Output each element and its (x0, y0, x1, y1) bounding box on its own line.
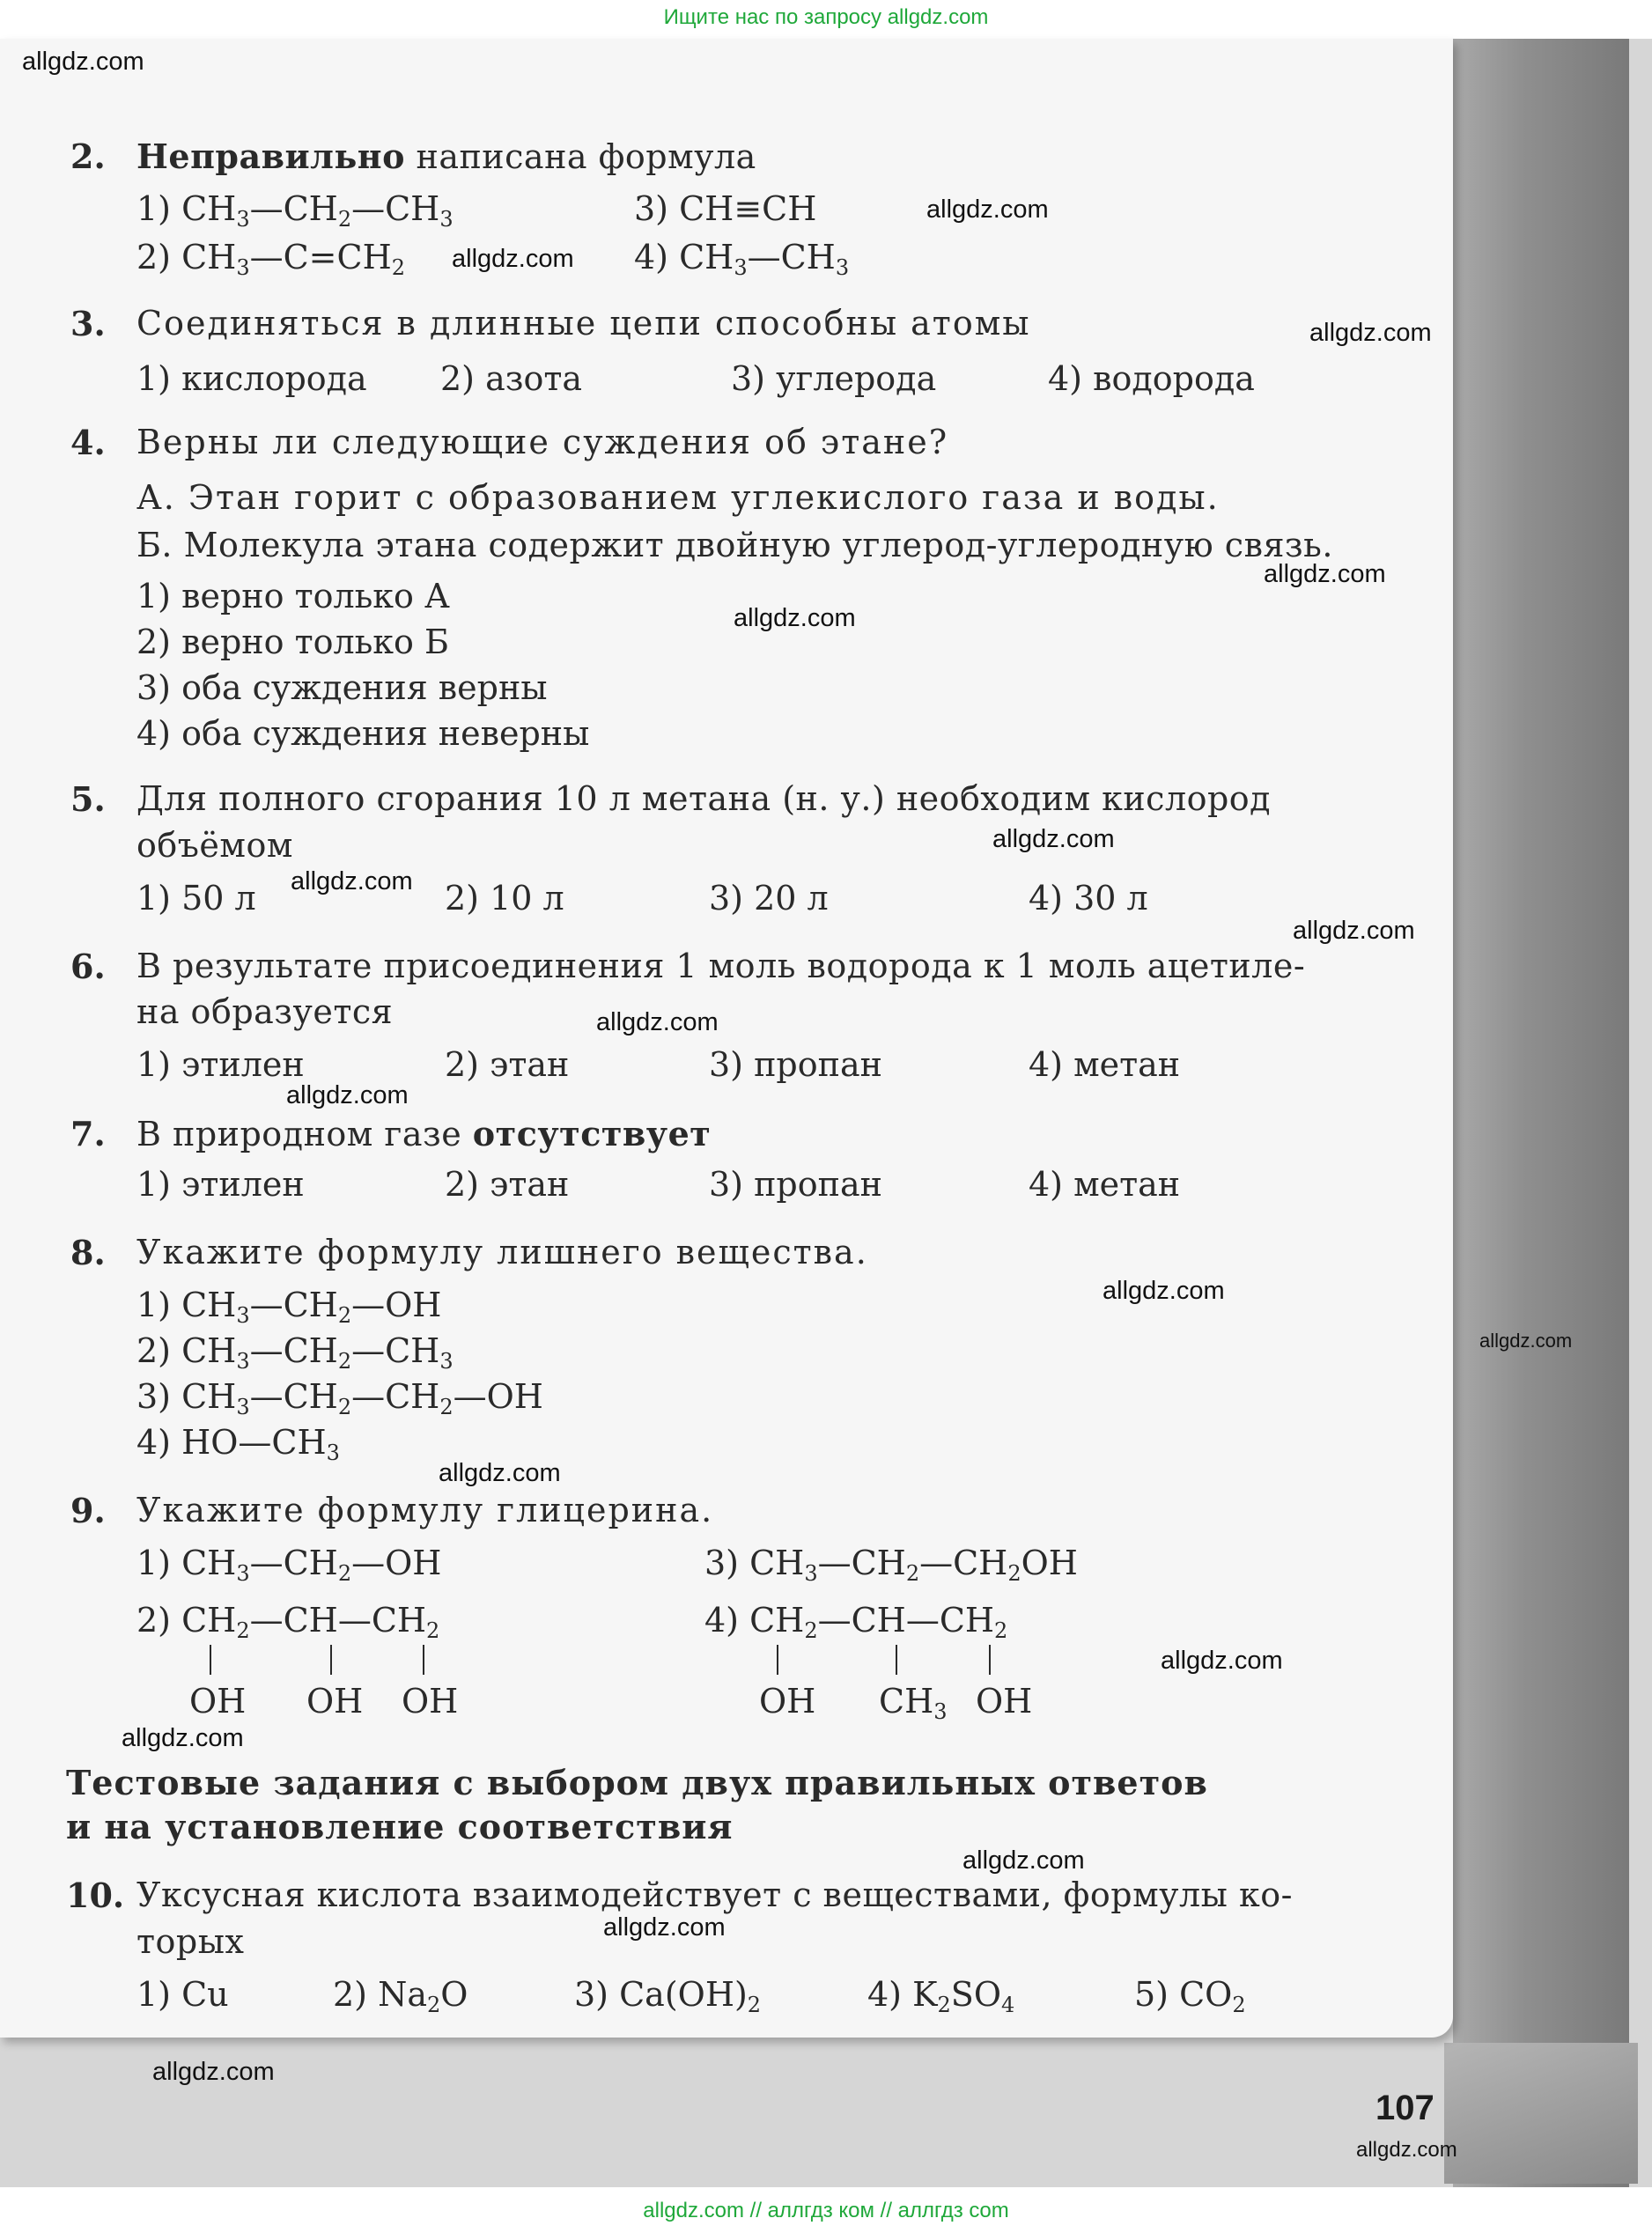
bond-line (777, 1645, 778, 1675)
q2-option-1: 1) $CH_3—CH_2—CH_3$ (136, 189, 454, 232)
top-banner[interactable]: Ищите нас по запросу allgdz.com (663, 5, 989, 29)
watermark: allgdz.com (1479, 1330, 1573, 1352)
q3-text: Соединяться в длинные цепи способны атомы (136, 304, 1031, 343)
q3-option-2: 2) азота (440, 359, 583, 398)
watermark: allgdz.com (1356, 2138, 1457, 2162)
watermark: allgdz.com (603, 1913, 726, 1942)
watermark: allgdz.com (926, 195, 1049, 224)
q3-number: 3. (70, 304, 106, 343)
q3-option-3: 3) углерода (731, 359, 937, 398)
q8-option-1: 1) $CH_3—CH_2—OH$ (136, 1286, 442, 1328)
q4-statement-a: А. Этан горит с образованием углекислого газа и воды. (136, 478, 1220, 517)
bond-line (423, 1645, 424, 1675)
q5-text-line1: Для полного сгорания 10 л метана (н. у.) необходим кислород (136, 779, 1272, 818)
q7-option-3: 3) пропан (709, 1165, 882, 1204)
watermark: allgdz.com (439, 1459, 561, 1487)
page-number: 107 (1375, 2089, 1434, 2127)
q10-number: 10. (66, 1876, 125, 1915)
q10-option-3: 3) $Ca(OH)_2$ (574, 1975, 762, 2017)
q4-option-4: 4) оба суждения неверны (136, 714, 590, 753)
bond-line (896, 1645, 897, 1675)
q4-option-1: 1) верно только А (136, 577, 450, 615)
q4-statement-b: Б. Молекула этана содержит двойную углерод-углеродную связь. (136, 526, 1333, 564)
q9-o2-group-3: OH (402, 1682, 459, 1721)
section-heading-line2: и на установление соответствия (66, 1807, 734, 1846)
watermark: allgdz.com (1264, 560, 1386, 588)
watermark: allgdz.com (1293, 917, 1415, 945)
q6-option-1: 1) этилен (136, 1045, 305, 1084)
q9-o2-group-1: OH (189, 1682, 247, 1721)
q7-option-1: 1) этилен (136, 1165, 305, 1204)
q8-number: 8. (70, 1233, 106, 1272)
bond-line (210, 1645, 211, 1675)
q4-option-3: 3) оба суждения верны (136, 668, 548, 707)
q9-option-3: 3) $CH_3—CH_2—CH_2OH$ (704, 1544, 1078, 1586)
q5-option-4: 4) 30 л (1029, 879, 1148, 918)
q10-option-1: 1) Cu (136, 1975, 229, 2014)
q9-option-1: 1) $CH_3—CH_2—OH$ (136, 1544, 442, 1586)
page-corner (1444, 2043, 1638, 2184)
q6-text-line2: на образуется (136, 992, 394, 1031)
watermark: allgdz.com (734, 604, 856, 632)
section-heading-line1: Тестовые задания с выбором двух правильных ответов (66, 1763, 1208, 1802)
q4-number: 4. (70, 423, 106, 462)
q10-text-line1: Уксусная кислота взаимодействует с веществами, формулы ко- (136, 1876, 1293, 1914)
q7-option-4: 4) метан (1029, 1165, 1181, 1204)
q5-text-line2: объёмом (136, 826, 293, 865)
q7-text: В природном газе отсутствует (136, 1114, 712, 1153)
q7-option-2: 2) этан (445, 1165, 570, 1204)
q3-option-4: 4) водорода (1048, 359, 1255, 398)
q7-number: 7. (70, 1114, 106, 1153)
watermark: allgdz.com (962, 1846, 1085, 1875)
watermark: allgdz.com (452, 245, 574, 273)
q4-option-2: 2) верно только Б (136, 623, 449, 661)
q8-option-2: 2) $CH_3—CH_2—CH_3$ (136, 1331, 454, 1374)
q2-number: 2. (70, 136, 106, 176)
watermark: allgdz.com (122, 1724, 244, 1752)
q8-option-4: 4) $HO—CH_3$ (136, 1423, 340, 1465)
q9-number: 9. (70, 1491, 106, 1530)
bond-line (989, 1645, 991, 1675)
q5-option-3: 3) 20 л (709, 879, 829, 918)
q6-number: 6. (70, 947, 106, 986)
watermark: allgdz.com (1161, 1647, 1283, 1675)
q2-option-2: 2) $CH_3—C=CH_2$ (136, 238, 406, 280)
q8-text: Укажите формулу лишнего вещества. (136, 1233, 868, 1271)
q2-text: Неправильно написана формула (136, 136, 756, 176)
q6-option-3: 3) пропан (709, 1045, 882, 1084)
q5-option-1: 1) 50 л (136, 879, 256, 918)
q6-option-2: 2) этан (445, 1045, 570, 1084)
q9-option-4: 4) $CH_2—CH—CH_2$ (704, 1601, 1008, 1643)
q10-option-5: 5) $CO_2$ (1134, 1975, 1246, 2017)
q9-o4-group-1: OH (759, 1682, 816, 1721)
q5-number: 5. (70, 779, 106, 819)
q9-text: Укажите формулу глицерина. (136, 1491, 714, 1529)
watermark: allgdz.com (596, 1008, 719, 1036)
q5-option-2: 2) 10 л (445, 879, 564, 918)
q6-option-4: 4) метан (1029, 1045, 1181, 1084)
facing-page (1453, 39, 1629, 2187)
bond-line (330, 1645, 332, 1675)
q10-option-2: 2) $Na_2O$ (333, 1975, 468, 2017)
q2-option-4: 4) $CH_3—CH_3$ (634, 238, 850, 280)
watermark: allgdz.com (1309, 319, 1432, 347)
q10-option-4: 4) $K_2SO_4$ (867, 1975, 1015, 2017)
q4-text: Верны ли следующие суждения об этане? (136, 423, 949, 461)
watermark: allgdz.com (992, 825, 1115, 853)
q6-text-line1: В результате присоединения 1 моль водорода к 1 моль ацетиле- (136, 947, 1306, 985)
q9-o4-group-3: OH (976, 1682, 1033, 1721)
q10-text-line2: торых (136, 1922, 245, 1961)
watermark: allgdz.com (291, 867, 413, 895)
watermark: allgdz.com (152, 2058, 275, 2086)
q9-option-2: 2) $CH_2—CH—CH_2$ (136, 1601, 440, 1643)
q9-o4-group-2: $CH_3$ (879, 1682, 948, 1724)
q2-option-3: 3) CH≡CH (634, 189, 817, 228)
bottom-banner[interactable]: allgdz.com // аллгдз ком // аллгдз com (643, 2199, 1009, 2222)
watermark: allgdz.com (286, 1081, 409, 1109)
q8-option-3: 3) $CH_3—CH_2—CH_2—OH$ (136, 1377, 543, 1419)
watermark: allgdz.com (1103, 1277, 1225, 1305)
watermark: allgdz.com (22, 48, 144, 76)
q9-o2-group-2: OH (306, 1682, 364, 1721)
q3-option-1: 1) кислорода (136, 359, 367, 398)
